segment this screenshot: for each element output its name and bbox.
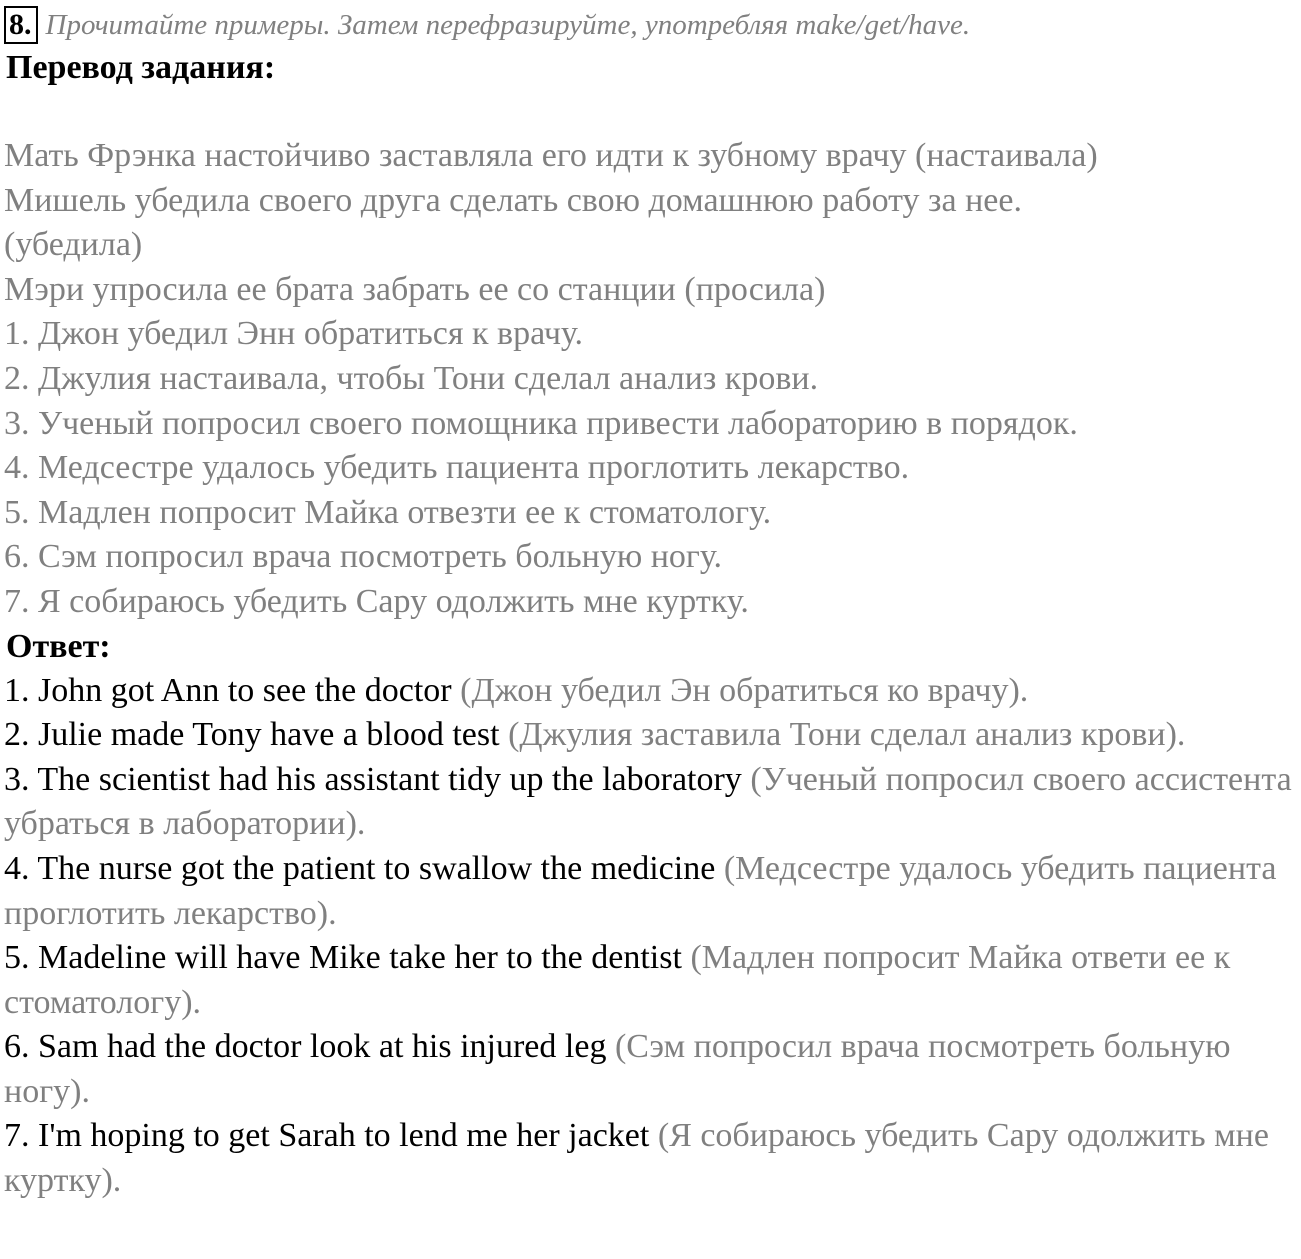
answer-english: 5. Madeline will have Mike take her to the dentist (4, 939, 682, 977)
answer-english: 2. Julie made Tony have a blood test (4, 716, 500, 754)
sentence-item: 5. Мадлен попросит Майка отвезти ее к стоматологу. (4, 493, 772, 531)
answer-item (4, 1114, 1299, 1203)
task-instruction: Прочитайте примеры. Затем перефразируйте, употребляя make/get/have. (45, 9, 971, 41)
answer-translation: (Джулия заставила Тони сделал анализ крови). (499, 716, 1186, 754)
sentence-item: 7. Я собираюсь убедить Сару одолжить мне куртку. (4, 582, 749, 620)
sentence-item: 4. Медсестре удалось убедить пациента проглотить лекарство. (4, 449, 910, 487)
answer-english: 1. John got Ann to see the doctor (4, 671, 452, 709)
blank-line (4, 90, 1299, 134)
answer-heading: Ответ: (6, 627, 111, 665)
answer-item (4, 669, 1299, 714)
task-number: 8. (4, 6, 38, 44)
sentence-item: 1. Джон убедил Энн обратиться к врачу. (4, 315, 584, 353)
task-header (4, 4, 1299, 46)
answer-item (4, 847, 1299, 936)
example-line: Мать Фрэнка настойчиво заставляла его идти к зубному врачу (настаивала) (4, 137, 1098, 174)
examples-block (4, 134, 1299, 312)
answer-english: 3. The scientist had his assistant tidy up the laboratory (4, 760, 742, 798)
answer-english: 4. The nurse got the patient to swallow the medicine (4, 849, 716, 887)
example-line: (убедила) (4, 226, 143, 264)
answer-translation: (Джон убедил Эн обратиться ко врачу). (451, 671, 1029, 709)
translation-heading: Перевод задания: (6, 49, 276, 86)
answer-item (4, 713, 1299, 758)
answers-list (4, 669, 1299, 1204)
sentence-item: 3. Ученый попросил своего помощника привести лабораторию в порядок. (4, 404, 1078, 442)
answer-item (4, 1025, 1299, 1114)
example-line: Мэри упросила ее брата забрать ее со станции (просила) (4, 270, 826, 308)
document-page (4, 4, 1299, 1204)
sentences-list (4, 312, 1299, 624)
answer-item (4, 758, 1299, 847)
answer-translation: (Я собираюсь убедить Сару одолжить мне куртку). (4, 1117, 1269, 1200)
sentence-item: 2. Джулия настаивала, чтобы Тони сделал анализ крови. (4, 359, 819, 397)
example-line: Мишель убедила своего друга сделать свою домашнюю работу за нее. (4, 181, 1022, 219)
answer-translation: (Мадлен попросит Майка ответи ее к стоматологу). (4, 939, 1231, 1021)
answer-item (4, 936, 1299, 1025)
answer-translation: (Ученый попросил своего ассистента убраться в лаборатории). (4, 760, 1292, 843)
answer-translation: (Медсестре удалось убедить пациента проглотить лекарство). (4, 849, 1277, 932)
sentence-item: 6. Сэм попросил врача посмотреть больную ногу. (4, 538, 722, 576)
answer-english: 6. Sam had the doctor look at his injured leg (4, 1028, 607, 1066)
answer-english: 7. I'm hoping to get Sarah to lend me her jacket (4, 1117, 650, 1155)
answer-translation: (Сэм попросил врача посмотреть больную ногу). (4, 1028, 1231, 1110)
